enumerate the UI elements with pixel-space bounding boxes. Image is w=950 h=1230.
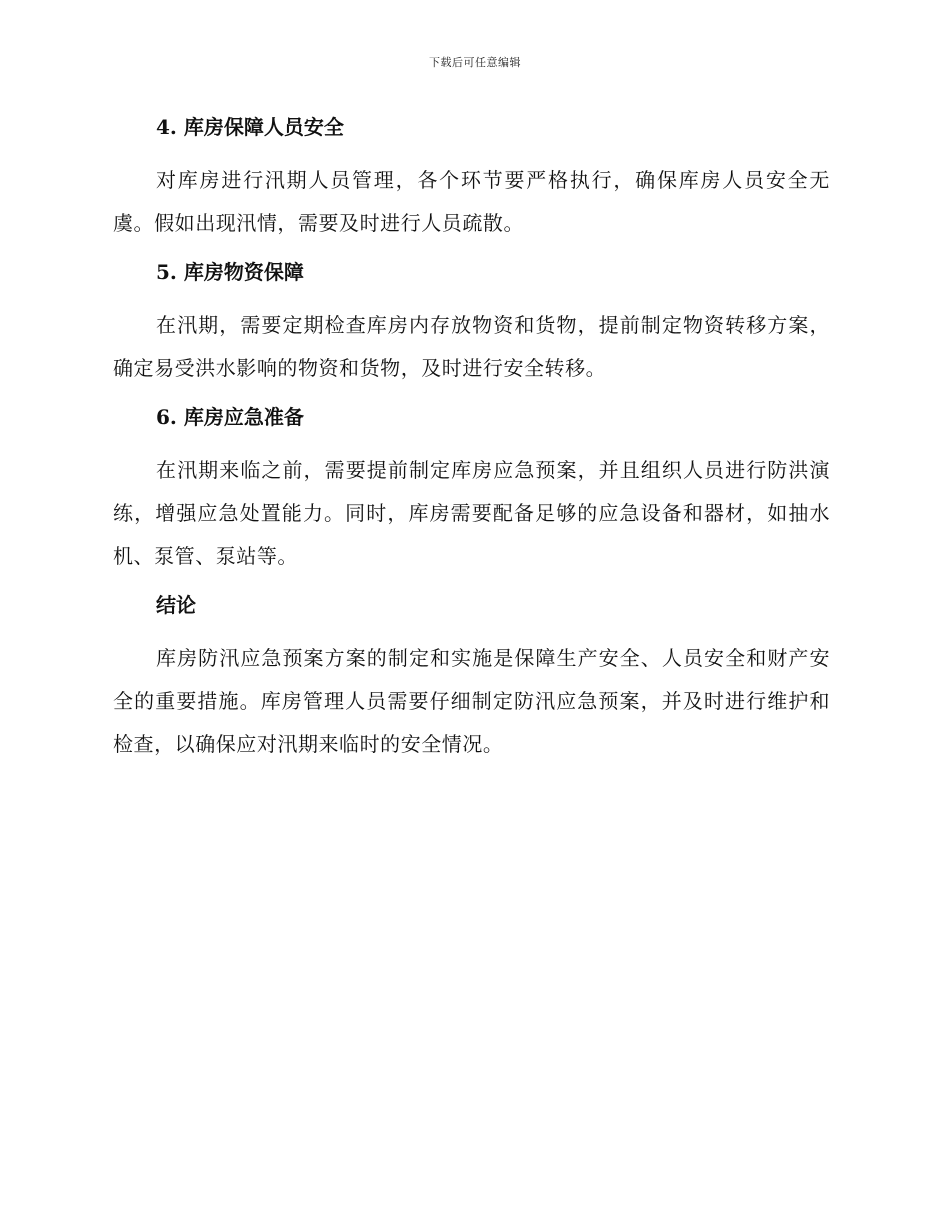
section-emergency-preparation (113, 402, 830, 578)
document-body (113, 112, 830, 766)
section-paragraph: 在汛期，需要定期检查库房内存放物资和货物，提前制定物资转移方案，确定易受洪水影响的物资和货物，及时进行安全转移。 (113, 313, 830, 380)
section-heading: 6. 库房应急准备 (156, 405, 304, 429)
section-conclusion (113, 590, 830, 766)
section-materials-protection (113, 257, 830, 390)
section-heading: 5. 库房物资保障 (156, 260, 304, 284)
section-paragraph: 对库房进行汛期人员管理，各个环节要严格执行，确保库房人员安全无虞。假如出现汛情，需要及时进行人员疏散。 (113, 168, 830, 235)
section-paragraph: 在汛期来临之前，需要提前制定库房应急预案，并且组织人员进行防洪演练，增强应急处置能力。同时，库房需要配备足够的应急设备和器材，如抽水机、泵管、泵站等。 (113, 458, 830, 568)
section-paragraph: 库房防汛应急预案方案的制定和实施是保障生产安全、人员安全和财产安全的重要措施。库房管理人员需要仔细制定防汛应急预案，并及时进行维护和检查，以确保应对汛期来临时的安全情况。 (113, 646, 830, 756)
header-note: 下载后可任意编辑 (429, 56, 521, 69)
section-heading: 4. 库房保障人员安全 (156, 115, 344, 139)
section-heading: 结论 (156, 593, 196, 617)
section-personnel-safety (113, 112, 830, 245)
